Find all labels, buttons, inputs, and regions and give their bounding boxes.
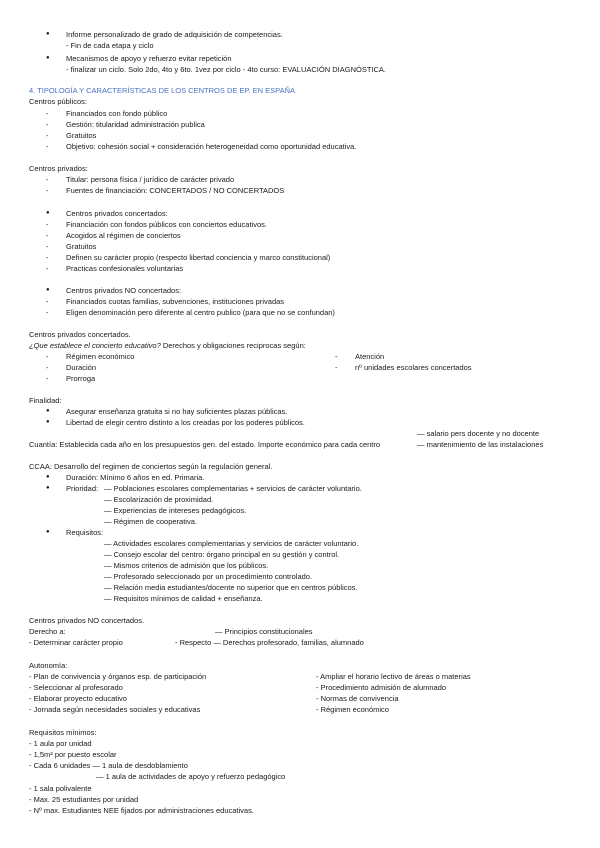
concertados-item: - Practicas confesionales voluntarias: [66, 263, 183, 274]
autonomia-left-item: - Elaborar proyecto educativo: [29, 694, 127, 703]
requisitos-item: — Mismos criterios de admisión que los públicos.: [104, 561, 269, 570]
minimos-item: - Cada 6 unidades — 1 aula de desdoblamiento: [29, 761, 188, 770]
publicos-item: - Gestión: titularidad administración publica: [66, 119, 205, 130]
requisitos-label: ● Requisitos:: [66, 527, 103, 538]
duracion-item: ● Duración: Mínimo 6 años en ed. Primaria.: [66, 472, 204, 483]
concierto-left-item: - Prorroga: [66, 373, 95, 384]
prioridad-item: — Régimen de cooperativa.: [104, 517, 197, 526]
requisitos-item: — Relación media estudiantes/docente no superior que en centros públicos.: [104, 583, 358, 592]
autonomia-title: Autonomía:: [29, 661, 68, 670]
publicos-item: - Gratuitos: [66, 130, 96, 141]
concertados-item: - Gratuitos: [66, 241, 96, 252]
bullet-mecanismos: ● Mecanismos de apoyo y refuerzo evitar repetición: [66, 53, 232, 64]
minimos-title: Requisitos mínimos:: [29, 728, 97, 737]
concierto-right-item: - nº unidades escolares concertados: [355, 362, 472, 373]
concierto-question-italic: ¿Que establece el concierto educativo?: [29, 341, 161, 350]
derecho-principios: — Principios constitucionales: [215, 627, 313, 636]
autonomia-left-item: - Seleccionar al profesorado: [29, 683, 123, 692]
requisitos-item: — Actividades escolares complementarias y servicios de carácter voluntario.: [104, 539, 359, 548]
ccaa-text: CCAA: Desarrollo del regimen de conciertos según la regulación general.: [29, 462, 273, 471]
minimos-item: — 1 aula de actividades de apoyo y refuerzo pedagógico: [96, 772, 286, 781]
minimos-item: - Nº max. Estudiantes NEE fijados por administraciones educativas.: [29, 806, 254, 815]
autonomia-right-item: - Normas de convivencia: [316, 694, 399, 703]
cuantia-mantenimiento: — mantenimiento de las instalaciones: [417, 440, 544, 449]
minimos-item: - Max. 25 estudiantes por unidad: [29, 795, 139, 804]
concierto-question: [29, 340, 306, 351]
concertados-item: - Financiación con fondos públicos con conciertos educativos.: [66, 219, 267, 230]
concierto-right-item: - Atención: [355, 351, 384, 362]
publicos-item: - Objetivo: cohesión social + consideración heterogeneidad como oportunidad educativa.: [66, 141, 356, 152]
bullet-informe-sub: - Fin de cada etapa y ciclo: [66, 41, 154, 50]
derecho-label: Derecho a:: [29, 627, 66, 636]
finalidad-item: ● Libertad de elegir centro distinto a los creadas por los poderes públicos.: [66, 417, 305, 428]
publicos-title: Centros públicos:: [29, 97, 87, 106]
requisitos-item: — Consejo escolar del centro: órgano principal en su gestión y control.: [104, 550, 340, 559]
concierto-left-item: - Duración: [66, 362, 96, 373]
autonomia-right-item: - Ampliar el horario lectivo de áreas o materias: [316, 672, 471, 681]
requisitos-item: — Requisitos mínimos de calidad + enseñanza.: [104, 594, 263, 603]
derecho-caracter: - Determinar carácter propio: [29, 638, 123, 647]
publicos-item: - Financiados con fondo público: [66, 108, 167, 119]
minimos-item: - 1 aula por unidad: [29, 739, 92, 748]
autonomia-left-item: - Plan de convivencia y órganos esp. de participación: [29, 672, 207, 681]
minimos-item: - 1,5m² por puesto escolar: [29, 750, 117, 759]
concierto-left-item: - Régimen económico: [66, 351, 134, 362]
cuantia-salario: — salario pers docente y no docente: [417, 429, 540, 438]
finalidad-item: ● Asegurar enseñanza gratuita si no hay suficientes plazas públicas.: [66, 406, 287, 417]
requisitos-item: — Profesorado seleccionado por un procedimiento controlado.: [104, 572, 313, 581]
concierto-question-rest: Derechos y obligaciones reciprocas según:: [160, 341, 306, 350]
bullet-informe: ● Informe personalizado de grado de adquisición de competencias.: [66, 29, 283, 40]
cuantia-text: Cuantía: Establecida cada año en los presupuestos gen. del estado. Importe económico para cada centro: [29, 440, 381, 449]
autonomia-left-item: - Jornada según necesidades sociales y educativas: [29, 705, 201, 714]
minimos-item: - 1 sala polivalente: [29, 784, 92, 793]
prioridad-item: — Escolarización de proximidad.: [104, 495, 214, 504]
privados-item: - Titular: persona física / jurídico de carácter privado: [66, 174, 234, 185]
autonomia-right-item: - Régimen económico: [316, 705, 389, 714]
no-concertados-item: - Eligen denominación pero diferente al centro publico (para que no se confundan): [66, 307, 335, 318]
no-concertados-bullet: ● Centros privados NO concertados:: [66, 285, 181, 296]
no-concertados-detail-title: Centros privados NO concertados.: [29, 616, 145, 625]
concertados-item: - Acogidos al régimen de conciertos: [66, 230, 181, 241]
section-4-title: 4. TIPOLOGÍA Y CARACTERÍSTICAS DE LOS CENTROS DE EP. EN ESPAÑA: [29, 86, 296, 95]
autonomia-right-item: - Procedimiento admisión de alumnado: [316, 683, 447, 692]
concertados-item: - Definen su carácter propio (respecto libertad conciencia y marco constitucional): [66, 252, 330, 263]
finalidad-title: Finalidad:: [29, 396, 62, 405]
concertados-detail-title: Centros privados concertados.: [29, 330, 131, 339]
no-concertados-item: - Financiados cuotas familias, subvenciones, instituciones privadas: [66, 296, 284, 307]
derecho-respecto: - Respecto — Derechos profesorado, familias, alumnado: [175, 638, 364, 647]
bullet-mecanismos-sub: - finalizar un ciclo. Solo 2do, 4to y 6to. 1vez por ciclo - 4to curso: EVALUACIÓN DIAGNÓSTICA.: [66, 65, 386, 74]
privados-title: Centros privados:: [29, 164, 88, 173]
prioridad-item: — Poblaciones escolares complementarias + servicios de carácter voluntario.: [104, 484, 362, 493]
prioridad-label: ● Prioridad:: [66, 483, 98, 494]
concertados-bullet: ● Centros privados concertados:: [66, 208, 168, 219]
privados-item: - Fuentes de financiación: CONCERTADOS / NO CONCERTADOS: [66, 185, 284, 196]
prioridad-item: — Experiencias de intereses pedagógicos.: [104, 506, 247, 515]
